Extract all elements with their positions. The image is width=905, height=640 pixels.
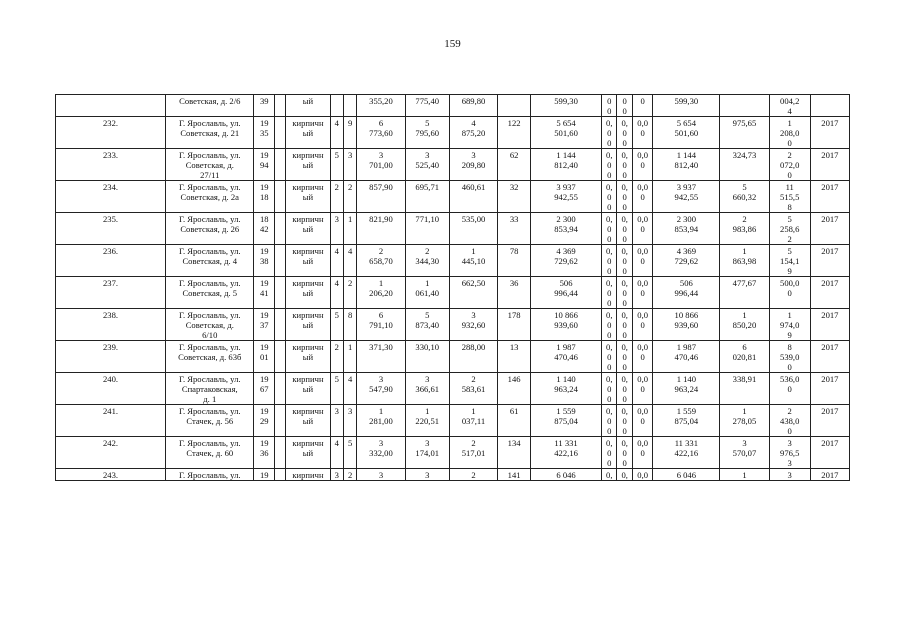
empty-cell bbox=[275, 373, 286, 405]
material-cell: ый bbox=[286, 95, 330, 117]
residents-cell: 36 bbox=[498, 277, 531, 309]
row-number-cell: 241. bbox=[56, 405, 166, 437]
material-cell: кирпичн ый bbox=[286, 341, 330, 373]
year-cell: 19 41 bbox=[254, 277, 275, 309]
unit-cost-cell: 1 278,05 bbox=[720, 405, 769, 437]
material-cell: кирпичн ый bbox=[286, 405, 330, 437]
material-cell: кирпичн bbox=[286, 469, 330, 481]
material-cell: кирпичн ый bbox=[286, 373, 330, 405]
total-cost-cell: 6 046 bbox=[531, 469, 602, 481]
deadline-cell bbox=[810, 95, 849, 117]
residents-cell bbox=[498, 95, 531, 117]
table-row bbox=[56, 149, 850, 181]
entrances-cell: 4 bbox=[343, 373, 356, 405]
table-row bbox=[56, 213, 850, 245]
living-area-cell: 1 061,40 bbox=[405, 277, 449, 309]
row-number-cell: 242. bbox=[56, 437, 166, 469]
total-cost-cell: 4 369 729,62 bbox=[531, 245, 602, 277]
entrances-cell: 5 bbox=[343, 437, 356, 469]
address-cell: Г. Ярославль, ул. Советская, д. 63б bbox=[166, 341, 254, 373]
floors-cell: 3 bbox=[330, 405, 343, 437]
row-number-cell: 236. bbox=[56, 245, 166, 277]
address-cell: Г. Ярославль, ул. Спартаковская, д. 1 bbox=[166, 373, 254, 405]
total-area-cell: 821,90 bbox=[357, 213, 405, 245]
funds-other-cell: 0,0 0 bbox=[632, 149, 653, 181]
funds-regional-cell: 6 046 bbox=[653, 469, 720, 481]
apartment-area-cell: 1 445,10 bbox=[449, 245, 497, 277]
address-cell: Г. Ярославль, ул. Советская, д. 27/11 bbox=[166, 149, 254, 181]
residents-cell: 141 bbox=[498, 469, 531, 481]
residents-cell: 62 bbox=[498, 149, 531, 181]
year-cell: 18 42 bbox=[254, 213, 275, 245]
funds-budget-cell: 0, 0 0 bbox=[617, 245, 632, 277]
deadline-cell: 2017 bbox=[810, 213, 849, 245]
table-row bbox=[56, 405, 850, 437]
total-area-cell: 2 658,70 bbox=[357, 245, 405, 277]
max-cost-cell: 8 539,0 0 bbox=[769, 341, 810, 373]
funds-owner-cell: 0, 0 0 bbox=[602, 341, 617, 373]
total-cost-cell: 1 987 470,46 bbox=[531, 341, 602, 373]
floors-cell: 2 bbox=[330, 341, 343, 373]
address-cell: Г. Ярославль, ул. Советская, д. 6/10 bbox=[166, 309, 254, 341]
funds-budget-cell: 0, 0 0 bbox=[617, 181, 632, 213]
funds-other-cell: 0,0 0 bbox=[632, 341, 653, 373]
residents-cell: 122 bbox=[498, 117, 531, 149]
funds-other-cell: 0,0 0 bbox=[632, 437, 653, 469]
total-cost-cell: 506 996,44 bbox=[531, 277, 602, 309]
funds-regional-cell: 506 996,44 bbox=[653, 277, 720, 309]
total-area-cell: 6 791,10 bbox=[357, 309, 405, 341]
funds-owner-cell: 0, 0 0 bbox=[602, 309, 617, 341]
living-area-cell: 5 873,40 bbox=[405, 309, 449, 341]
max-cost-cell: 3 bbox=[769, 469, 810, 481]
floors-cell: 4 bbox=[330, 277, 343, 309]
total-cost-cell: 5 654 501,60 bbox=[531, 117, 602, 149]
apartment-area-cell: 1 037,11 bbox=[449, 405, 497, 437]
address-cell: Г. Ярославль, ул. bbox=[166, 469, 254, 481]
funds-owner-cell: 0, 0 0 bbox=[602, 181, 617, 213]
floors-cell bbox=[330, 95, 343, 117]
table-row bbox=[56, 117, 850, 149]
material-cell: кирпичн ый bbox=[286, 181, 330, 213]
deadline-cell: 2017 bbox=[810, 373, 849, 405]
year-cell: 19 37 bbox=[254, 309, 275, 341]
year-cell: 19 18 bbox=[254, 181, 275, 213]
empty-cell bbox=[275, 213, 286, 245]
funds-budget-cell: 0, 0 0 bbox=[617, 341, 632, 373]
table-row bbox=[56, 469, 850, 481]
material-cell: кирпичн ый bbox=[286, 309, 330, 341]
floors-cell: 5 bbox=[330, 309, 343, 341]
table-row bbox=[56, 341, 850, 373]
total-area-cell: 1 206,20 bbox=[357, 277, 405, 309]
funds-other-cell: 0,0 0 bbox=[632, 277, 653, 309]
table-row bbox=[56, 373, 850, 405]
apartment-area-cell: 460,61 bbox=[449, 181, 497, 213]
living-area-cell: 1 220,51 bbox=[405, 405, 449, 437]
empty-cell bbox=[275, 437, 286, 469]
entrances-cell: 2 bbox=[343, 181, 356, 213]
material-cell: кирпичн ый bbox=[286, 245, 330, 277]
funds-budget-cell: 0, bbox=[617, 469, 632, 481]
row-number-cell: 233. bbox=[56, 149, 166, 181]
residents-cell: 134 bbox=[498, 437, 531, 469]
total-area-cell: 3 bbox=[357, 469, 405, 481]
empty-cell bbox=[275, 469, 286, 481]
funds-budget-cell: 0, 0 0 bbox=[617, 213, 632, 245]
total-cost-cell: 599,30 bbox=[531, 95, 602, 117]
living-area-cell: 775,40 bbox=[405, 95, 449, 117]
deadline-cell: 2017 bbox=[810, 181, 849, 213]
floors-cell: 5 bbox=[330, 149, 343, 181]
empty-cell bbox=[275, 245, 286, 277]
max-cost-cell: 1 974,0 9 bbox=[769, 309, 810, 341]
max-cost-cell: 11 515,5 8 bbox=[769, 181, 810, 213]
funds-regional-cell: 1 144 812,40 bbox=[653, 149, 720, 181]
funds-owner-cell: 0, 0 0 bbox=[602, 437, 617, 469]
floors-cell: 3 bbox=[330, 213, 343, 245]
total-area-cell: 371,30 bbox=[357, 341, 405, 373]
funds-regional-cell: 5 654 501,60 bbox=[653, 117, 720, 149]
living-area-cell: 3 bbox=[405, 469, 449, 481]
funds-owner-cell: 0, 0 0 bbox=[602, 117, 617, 149]
address-cell: Г. Ярославль, ул. Стачек, д. 60 bbox=[166, 437, 254, 469]
funds-other-cell: 0,0 0 bbox=[632, 245, 653, 277]
funds-other-cell: 0,0 0 bbox=[632, 181, 653, 213]
floors-cell: 5 bbox=[330, 373, 343, 405]
funds-regional-cell: 10 866 939,60 bbox=[653, 309, 720, 341]
total-area-cell: 857,90 bbox=[357, 181, 405, 213]
max-cost-cell: 1 208,0 0 bbox=[769, 117, 810, 149]
year-cell: 19 67 bbox=[254, 373, 275, 405]
total-cost-cell: 10 866 939,60 bbox=[531, 309, 602, 341]
total-cost-cell: 2 300 853,94 bbox=[531, 213, 602, 245]
entrances-cell: 9 bbox=[343, 117, 356, 149]
funds-other-cell: 0,0 0 bbox=[632, 213, 653, 245]
unit-cost-cell: 2 983,86 bbox=[720, 213, 769, 245]
residents-cell: 146 bbox=[498, 373, 531, 405]
funds-regional-cell: 2 300 853,94 bbox=[653, 213, 720, 245]
funds-regional-cell: 1 559 875,04 bbox=[653, 405, 720, 437]
deadline-cell: 2017 bbox=[810, 149, 849, 181]
entrances-cell: 8 bbox=[343, 309, 356, 341]
unit-cost-cell: 5 660,32 bbox=[720, 181, 769, 213]
unit-cost-cell: 975,65 bbox=[720, 117, 769, 149]
funds-other-cell: 0,0 0 bbox=[632, 373, 653, 405]
apartment-area-cell: 689,80 bbox=[449, 95, 497, 117]
unit-cost-cell: 324,73 bbox=[720, 149, 769, 181]
living-area-cell: 5 795,60 bbox=[405, 117, 449, 149]
row-number-cell: 237. bbox=[56, 277, 166, 309]
row-number-cell: 234. bbox=[56, 181, 166, 213]
funds-owner-cell: 0, bbox=[602, 469, 617, 481]
table-row bbox=[56, 277, 850, 309]
funds-budget-cell: 0 0 bbox=[617, 95, 632, 117]
living-area-cell: 695,71 bbox=[405, 181, 449, 213]
page-number: 159 bbox=[444, 38, 461, 50]
table-row bbox=[56, 437, 850, 469]
deadline-cell: 2017 bbox=[810, 341, 849, 373]
address-cell: Советская, д. 2/6 bbox=[166, 95, 254, 117]
year-cell: 19 38 bbox=[254, 245, 275, 277]
funds-budget-cell: 0, 0 0 bbox=[617, 437, 632, 469]
apartment-area-cell: 288,00 bbox=[449, 341, 497, 373]
row-number-cell bbox=[56, 95, 166, 117]
max-cost-cell: 500,0 0 bbox=[769, 277, 810, 309]
deadline-cell: 2017 bbox=[810, 437, 849, 469]
entrances-cell: 3 bbox=[343, 149, 356, 181]
address-cell: Г. Ярославль, ул. Советская, д. 5 bbox=[166, 277, 254, 309]
total-cost-cell: 3 937 942,55 bbox=[531, 181, 602, 213]
residents-cell: 13 bbox=[498, 341, 531, 373]
table-row bbox=[56, 95, 850, 117]
address-cell: Г. Ярославль, ул. Советская, д. 4 bbox=[166, 245, 254, 277]
address-cell: Г. Ярославль, ул. Советская, д. 26 bbox=[166, 213, 254, 245]
row-number-cell: 235. bbox=[56, 213, 166, 245]
living-area-cell: 2 344,30 bbox=[405, 245, 449, 277]
total-cost-cell: 1 559 875,04 bbox=[531, 405, 602, 437]
table-row bbox=[56, 181, 850, 213]
funds-owner-cell: 0 0 bbox=[602, 95, 617, 117]
unit-cost-cell bbox=[720, 95, 769, 117]
entrances-cell: 4 bbox=[343, 245, 356, 277]
material-cell: кирпичн ый bbox=[286, 213, 330, 245]
material-cell: кирпичн ый bbox=[286, 149, 330, 181]
max-cost-cell: 536,0 0 bbox=[769, 373, 810, 405]
year-cell: 19 35 bbox=[254, 117, 275, 149]
funds-budget-cell: 0, 0 0 bbox=[617, 117, 632, 149]
max-cost-cell: 3 976,5 3 bbox=[769, 437, 810, 469]
max-cost-cell: 2 072,0 0 bbox=[769, 149, 810, 181]
deadline-cell: 2017 bbox=[810, 277, 849, 309]
deadline-cell: 2017 bbox=[810, 117, 849, 149]
living-area-cell: 771,10 bbox=[405, 213, 449, 245]
total-area-cell: 3 547,90 bbox=[357, 373, 405, 405]
apartment-area-cell: 3 209,80 bbox=[449, 149, 497, 181]
deadline-cell: 2017 bbox=[810, 309, 849, 341]
entrances-cell: 3 bbox=[343, 405, 356, 437]
table-row bbox=[56, 245, 850, 277]
table-row bbox=[56, 309, 850, 341]
living-area-cell: 3 525,40 bbox=[405, 149, 449, 181]
total-area-cell: 355,20 bbox=[357, 95, 405, 117]
funds-owner-cell: 0, 0 0 bbox=[602, 405, 617, 437]
deadline-cell: 2017 bbox=[810, 405, 849, 437]
funds-regional-cell: 1 140 963,24 bbox=[653, 373, 720, 405]
funds-regional-cell: 3 937 942,55 bbox=[653, 181, 720, 213]
empty-cell bbox=[275, 309, 286, 341]
year-cell: 39 bbox=[254, 95, 275, 117]
funds-regional-cell: 1 987 470,46 bbox=[653, 341, 720, 373]
empty-cell bbox=[275, 341, 286, 373]
funds-budget-cell: 0, 0 0 bbox=[617, 405, 632, 437]
max-cost-cell: 5 154,1 9 bbox=[769, 245, 810, 277]
entrances-cell bbox=[343, 95, 356, 117]
empty-cell bbox=[275, 181, 286, 213]
entrances-cell: 1 bbox=[343, 341, 356, 373]
empty-cell bbox=[275, 117, 286, 149]
unit-cost-cell: 477,67 bbox=[720, 277, 769, 309]
floors-cell: 4 bbox=[330, 117, 343, 149]
funds-regional-cell: 599,30 bbox=[653, 95, 720, 117]
total-cost-cell: 1 144 812,40 bbox=[531, 149, 602, 181]
year-cell: 19 36 bbox=[254, 437, 275, 469]
funds-owner-cell: 0, 0 0 bbox=[602, 277, 617, 309]
unit-cost-cell: 1 bbox=[720, 469, 769, 481]
max-cost-cell: 004,2 4 bbox=[769, 95, 810, 117]
living-area-cell: 330,10 bbox=[405, 341, 449, 373]
empty-cell bbox=[275, 95, 286, 117]
funds-regional-cell: 11 331 422,16 bbox=[653, 437, 720, 469]
floors-cell: 2 bbox=[330, 181, 343, 213]
funds-owner-cell: 0, 0 0 bbox=[602, 213, 617, 245]
floors-cell: 3 bbox=[330, 469, 343, 481]
entrances-cell: 1 bbox=[343, 213, 356, 245]
unit-cost-cell: 1 863,98 bbox=[720, 245, 769, 277]
funds-other-cell: 0,0 0 bbox=[632, 309, 653, 341]
total-cost-cell: 11 331 422,16 bbox=[531, 437, 602, 469]
residents-cell: 78 bbox=[498, 245, 531, 277]
row-number-cell: 240. bbox=[56, 373, 166, 405]
apartment-area-cell: 662,50 bbox=[449, 277, 497, 309]
deadline-cell: 2017 bbox=[810, 469, 849, 481]
max-cost-cell: 2 438,0 0 bbox=[769, 405, 810, 437]
funds-other-cell: 0,0 0 bbox=[632, 117, 653, 149]
year-cell: 19 94 bbox=[254, 149, 275, 181]
funds-regional-cell: 4 369 729,62 bbox=[653, 245, 720, 277]
apartment-area-cell: 2 bbox=[449, 469, 497, 481]
funds-other-cell: 0 bbox=[632, 95, 653, 117]
apartment-area-cell: 535,00 bbox=[449, 213, 497, 245]
address-cell: Г. Ярославль, ул. Советская, д. 21 bbox=[166, 117, 254, 149]
material-cell: кирпичн ый bbox=[286, 437, 330, 469]
apartment-area-cell: 2 517,01 bbox=[449, 437, 497, 469]
residents-cell: 178 bbox=[498, 309, 531, 341]
year-cell: 19 29 bbox=[254, 405, 275, 437]
total-cost-cell: 1 140 963,24 bbox=[531, 373, 602, 405]
apartment-area-cell: 3 932,60 bbox=[449, 309, 497, 341]
living-area-cell: 3 174,01 bbox=[405, 437, 449, 469]
residents-cell: 32 bbox=[498, 181, 531, 213]
year-cell: 19 bbox=[254, 469, 275, 481]
funds-budget-cell: 0, 0 0 bbox=[617, 277, 632, 309]
floors-cell: 4 bbox=[330, 437, 343, 469]
total-area-cell: 6 773,60 bbox=[357, 117, 405, 149]
floors-cell: 4 bbox=[330, 245, 343, 277]
residents-cell: 33 bbox=[498, 213, 531, 245]
living-area-cell: 3 366,61 bbox=[405, 373, 449, 405]
housing-register-table bbox=[55, 94, 850, 481]
funds-owner-cell: 0, 0 0 bbox=[602, 373, 617, 405]
empty-cell bbox=[275, 149, 286, 181]
funds-other-cell: 0,0 0 bbox=[632, 405, 653, 437]
year-cell: 19 01 bbox=[254, 341, 275, 373]
funds-budget-cell: 0, 0 0 bbox=[617, 373, 632, 405]
deadline-cell: 2017 bbox=[810, 245, 849, 277]
funds-owner-cell: 0, 0 0 bbox=[602, 149, 617, 181]
funds-budget-cell: 0, 0 0 bbox=[617, 149, 632, 181]
residents-cell: 61 bbox=[498, 405, 531, 437]
entrances-cell: 2 bbox=[343, 277, 356, 309]
apartment-area-cell: 4 875,20 bbox=[449, 117, 497, 149]
material-cell: кирпичн ый bbox=[286, 117, 330, 149]
funds-other-cell: 0,0 bbox=[632, 469, 653, 481]
row-number-cell: 243. bbox=[56, 469, 166, 481]
unit-cost-cell: 6 020,81 bbox=[720, 341, 769, 373]
apartment-area-cell: 2 583,61 bbox=[449, 373, 497, 405]
total-area-cell: 3 701,00 bbox=[357, 149, 405, 181]
unit-cost-cell: 1 850,20 bbox=[720, 309, 769, 341]
material-cell: кирпичн ый bbox=[286, 277, 330, 309]
row-number-cell: 239. bbox=[56, 341, 166, 373]
address-cell: Г. Ярославль, ул. Советская, д. 2а bbox=[166, 181, 254, 213]
unit-cost-cell: 338,91 bbox=[720, 373, 769, 405]
max-cost-cell: 5 258,6 2 bbox=[769, 213, 810, 245]
unit-cost-cell: 3 570,07 bbox=[720, 437, 769, 469]
empty-cell bbox=[275, 277, 286, 309]
row-number-cell: 232. bbox=[56, 117, 166, 149]
empty-cell bbox=[275, 405, 286, 437]
total-area-cell: 1 281,00 bbox=[357, 405, 405, 437]
funds-owner-cell: 0, 0 0 bbox=[602, 245, 617, 277]
entrances-cell: 2 bbox=[343, 469, 356, 481]
row-number-cell: 238. bbox=[56, 309, 166, 341]
address-cell: Г. Ярославль, ул. Стачек, д. 56 bbox=[166, 405, 254, 437]
funds-budget-cell: 0, 0 0 bbox=[617, 309, 632, 341]
total-area-cell: 3 332,00 bbox=[357, 437, 405, 469]
